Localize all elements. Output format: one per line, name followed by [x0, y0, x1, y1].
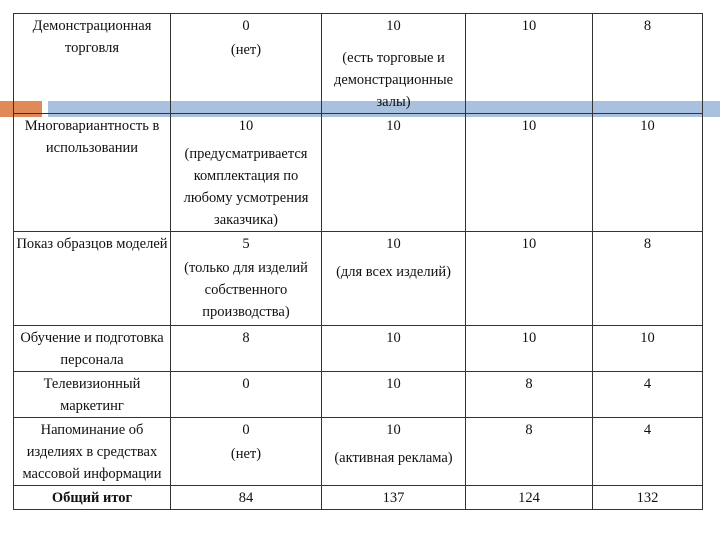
total-value: 137 — [322, 486, 466, 510]
row-label: Показ образцов моделей — [14, 232, 171, 326]
cell-value: 10 — [386, 18, 401, 34]
table-cell — [593, 114, 703, 232]
table-cell — [171, 418, 322, 486]
row-label: Напоминание об изделиях в средствах массовой информации — [14, 418, 171, 486]
table-cell — [171, 326, 322, 372]
cell-value: 10 — [521, 236, 537, 252]
cell-value: 8 — [525, 422, 533, 438]
cell-value: 10 — [386, 118, 401, 134]
cell-note: (предусматривается комплектация по любому усмотрения заказчика) — [183, 146, 309, 228]
cell-value: 8 — [643, 236, 652, 252]
table-row — [14, 372, 703, 418]
table-cell — [322, 232, 466, 326]
cell-value: 10 — [386, 422, 401, 438]
cell-value: 0 — [242, 18, 250, 34]
cell-value: 0 — [242, 376, 250, 392]
cell-value: 10 — [521, 118, 537, 134]
total-label: Общий итог — [14, 486, 171, 510]
cell-value: 10 — [640, 118, 655, 134]
total-row — [14, 486, 703, 510]
cell-value: 5 — [242, 236, 250, 252]
cell-value: 10 — [386, 236, 401, 252]
table-cell — [593, 14, 703, 114]
table-cell — [171, 232, 322, 326]
total-value: 84 — [171, 486, 322, 510]
table-cell — [322, 326, 466, 372]
cell-value: 10 — [386, 376, 401, 392]
table-row — [14, 114, 703, 232]
table-cell — [171, 372, 322, 418]
row-label: Обучение и подготовка персонала — [14, 326, 171, 372]
table-cell — [322, 114, 466, 232]
cell-value: 4 — [643, 422, 652, 438]
row-label: Демонстрационная торговля — [14, 14, 171, 114]
cell-value: 10 — [386, 330, 401, 346]
table-row — [14, 232, 703, 326]
comparison-table — [13, 13, 703, 510]
table-row — [14, 14, 703, 114]
row-label: Телевизионный маркетинг — [14, 372, 171, 418]
table-cell — [171, 114, 322, 232]
table-cell — [466, 326, 593, 372]
cell-note: (для всех изделий) — [336, 264, 451, 280]
cell-value: 0 — [242, 422, 250, 438]
table-cell — [322, 14, 466, 114]
cell-note: (активная реклама) — [334, 450, 453, 466]
cell-note: (только для изделий собственного производства) — [184, 260, 308, 320]
table-cell — [171, 14, 322, 114]
total-value: 124 — [466, 486, 593, 510]
cell-value: 10 — [521, 18, 537, 34]
table-cell — [593, 232, 703, 326]
cell-note: (нет) — [230, 446, 262, 462]
cell-note: (нет) — [230, 42, 262, 58]
total-value: 132 — [593, 486, 703, 510]
table-cell — [593, 326, 703, 372]
cell-note: (есть торговые и демонстрационные залы) — [333, 50, 454, 110]
cell-value: 10 — [640, 330, 655, 346]
table-cell — [466, 14, 593, 114]
cell-value: 8 — [643, 18, 652, 34]
table-cell — [593, 372, 703, 418]
table-cell — [322, 418, 466, 486]
cell-value: 10 — [238, 118, 254, 134]
cell-value: 4 — [643, 376, 652, 392]
table-cell — [593, 418, 703, 486]
table-cell — [466, 114, 593, 232]
table-cell — [466, 418, 593, 486]
table-cell — [466, 372, 593, 418]
cell-value: 10 — [521, 330, 537, 346]
table-cell — [322, 372, 466, 418]
table-row — [14, 326, 703, 372]
cell-value: 8 — [525, 376, 533, 392]
cell-value: 8 — [242, 330, 250, 346]
table-cell — [466, 232, 593, 326]
row-label: Многовариантность в использовании — [14, 114, 171, 232]
table-row — [14, 418, 703, 486]
